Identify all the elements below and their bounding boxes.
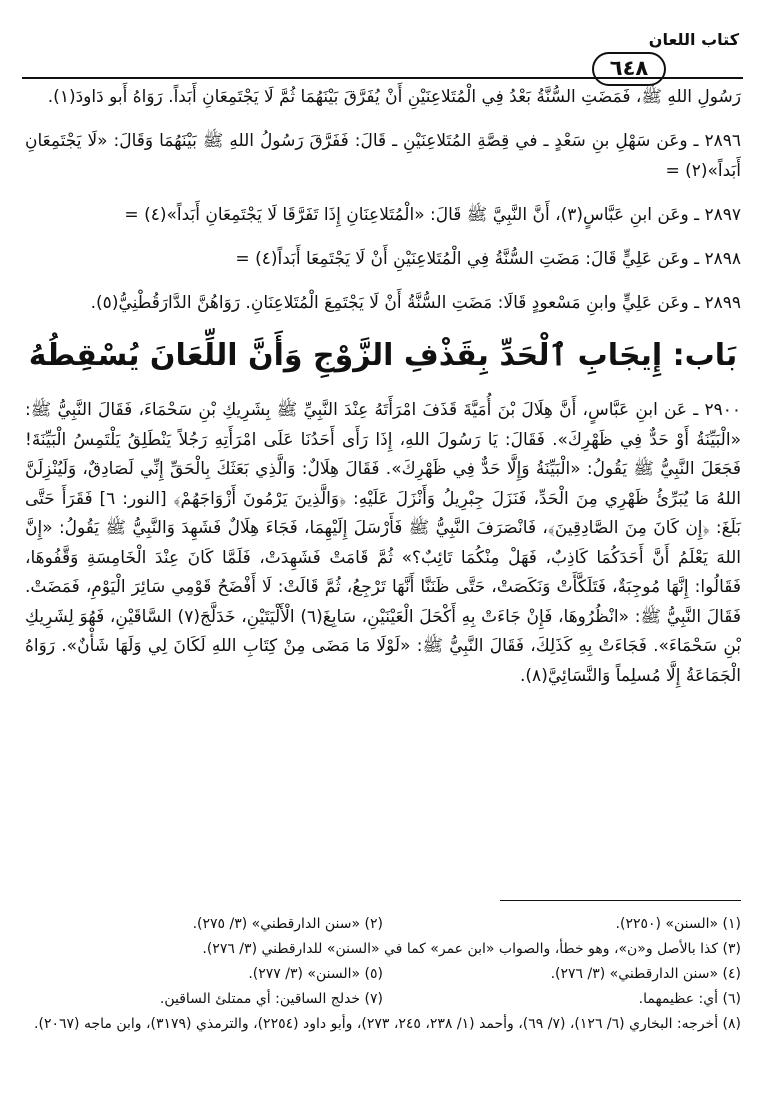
book-title: كتاب اللعان <box>648 30 739 49</box>
hadith-2897: ٢٨٩٧ ـ وعَن ابنِ عَبَّاسٍ(٣)، أَنَّ النَّبِيَّ ﷺ قَالَ: «الْمُتَلاعِنَانِ إِذَا تَفَرَّقَا لَا يَجْتَمِعَانِ أَبَداً»(٤) = <box>124 205 741 225</box>
footnote-3: (٣) كذا بالأصل و«ن»، وهو خطأ، والصواب «ابن عمر» كما في «السنن» للدارقطني (٣/ ٢٧٦). <box>202 941 741 957</box>
footnote-row <box>25 988 741 1010</box>
hadith-2899: ٢٨٩٩ ـ وعَن عَلِيٍّ وابنِ مَسْعودٍ قَالَا: مَضَتِ السُّنَّةُ أَنْ لَا يَجْتَمِعَ الْمُتَلاعِنَانِ. رَوَاهُنَّ الدَّارَقُطْنِيُّ(٥). <box>90 293 741 313</box>
footnote-6: (٦) أي: عظيمهما. <box>638 991 741 1007</box>
header-divider <box>22 77 743 79</box>
hadith-2896: ٢٨٩٦ ـ وعَن سَهْلِ بنِ سَعْدٍ ـ في قِصَّةِ المُتَلاعِنَيْنِ ـ قَالَ: فَفَرَّقَ رَسُولُ اللهِ ﷺ بَيْنَهُمَا وَقَالَ: «لَا يَجْتَمِعَانِ أَبَداً»(٢) = <box>25 131 741 181</box>
footnote-7: (٧) خدلج الساقين: أي ممتلئ الساقين. <box>159 991 383 1007</box>
footnote-5: (٥) «السنن» (٣/ ٢٧٧). <box>248 966 383 982</box>
page-number: ٦٤٨ <box>592 52 666 86</box>
chapter-title: بَاب: إِيجَابِ ٱلْحَدِّ بِقَذْفِ الزَّوْجِ وَأَنَّ اللِّعَانَ يُسْقِطُهُ <box>28 338 738 373</box>
hadith-2900: ٢٩٠٠ ـ عَن ابنِ عَبَّاسٍ، أَنَّ هِلَالَ بْنَ أُمَيَّةَ قَذَفَ امْرَأَتَهُ عِنْدَ النَّبِيِّ ﷺ بِشَرِيكِ بْنِ سَحْمَاءَ، فَقَالَ النَّبِيُّ ﷺ: «الْبَيِّنَةُ أَوْ حَدٌّ فِي ظَهْرِكَ». فَقَالَ: يَا رَسُولَ اللهِ، إِذَا رَأَى أَحَدُنَا عَلَى امْرَأَتِهِ رَجُلاً يَنْطَلِقُ يَلْتَمِسُ الْبَيِّنَةَ! فَجَعَلَ النَّبِيُّ ﷺ يَقُولُ: «الْبَيِّنَةُ وَإِلَّا حَدٌّ فِي ظَهْرِكَ». فَقَالَ هِلَالٌ: وَالَّذِي بَعَثَكَ بِالْحَقِّ إِنِّي لَصَادِقٌ، وَلَيُنْزِلَنَّ اللهُ مَا يُبَرِّئُ ظَهْرِي مِنَ الْحَدِّ، فَنَزَلَ جِبْرِيلُ وَأَنْزَلَ عَلَيْهِ: ﴿وَالَّذِينَ يَرْمُونَ أَزْوَاجَهُمْ﴾ [النور: ٦] فَقَرَأَ حَتَّى بَلَغَ: ﴿إِن كَانَ مِنَ الصَّادِقِينَ﴾، فَانْصَرَفَ النَّبِيُّ ﷺ فَأَرْسَلَ إِلَيْهِمَا، فَجَاءَ هِلَالٌ فَشَهِدَ وَالنَّبِيُّ ﷺ يَقُولُ: «إِنَّ اللهَ يَعْلَمُ أَنَّ أَحَدَكُمَا كَاذِبٌ، فَهَلْ مِنْكُمَا تَائِبٌ؟» ثُمَّ قَامَتْ فَشَهِدَتْ، فَلَمَّا كَانَ عِنْدَ الْخَامِسَةِ وَقَّفُوهَا، فَقَالُوا: إِنَّهَا مُوجِبَةٌ، فَتَلَكَّأَتْ وَنَكَصَتْ، حَتَّى ظَنَنَّا أَنَّهَا تَرْجِعُ، ثُمَّ قَالَتْ: لَا أَفْضَحُ قَوْمِي سَائِرَ الْيَوْمِ، فَمَضَتْ. فَقَالَ النَّبِيُّ ﷺ: «انْظُرُوهَا، فَإِنْ جَاءَتْ بِهِ أَكْحَلَ الْعَيْنَيْنِ، سَابِغَ(٦) الْأَلْيَتَيْنِ، خَدَلَّجَ(٧) السَّاقَيْنِ، فَهُوَ لِشَرِيكِ بْنِ سَحْمَاءَ». فَجَاءَتْ بِهِ كَذَلِكَ، فَقَالَ النَّبِيُّ ﷺ: «لَوْلَا مَا مَضَى مِنْ كِتَابِ اللهِ لَكَانَ لِي وَلَهَا شَأْنٌ». رَوَاهُ الْجَمَاعَةُ إِلَّا مُسلِماً وَالنَّسَائِيَّ(٨). <box>25 400 741 686</box>
paragraph-intro: رَسُولِ اللهِ ﷺ، فَمَضَتِ السُّنَّةُ بَعْدُ فِي الْمُتَلاعِنَيْنِ أَنْ يُفَرَّقَ بَيْنَهُمَا ثُمَّ لَا يَجْتَمِعَانِ أَبَداً. رَوَاهُ أَبو دَاودَ(١). <box>47 87 741 107</box>
footnote-4: (٤) «سنن الدارقطني» (٣/ ٢٧٦). <box>550 966 741 982</box>
footnote-2: (٢) «سنن الدارقطني» (٣/ ٢٧٥). <box>192 916 383 932</box>
footnote-row <box>25 963 741 985</box>
footnote-8: (٨) أخرجه: البخاري (٦/ ١٢٦)، (٧/ ٦٩)، وأحمد (١/ ٢٣٨، ٢٤٥، ٢٧٣)، وأبو داود (٢٢٥٤)، والترمذي (٣١٧٩)، وابن ماجه (٢٠٦٧). <box>34 1016 741 1032</box>
main-text <box>25 82 741 705</box>
hadith-2898: ٢٨٩٨ ـ وعَن عَلِيٍّ قَالَ: مَضَتِ السُّنَّةُ فِي الْمُتَلاعِنَيْنِ أَنْ لَا يَجْتَمِعَا أَبَداً(٤) = <box>235 249 741 269</box>
footnote-divider <box>500 900 741 901</box>
footnote-1: (١) «السنن» (٢٢٥٠). <box>615 916 741 932</box>
footnote-row <box>25 913 741 935</box>
footnotes <box>25 910 741 1038</box>
page-header <box>0 10 761 80</box>
